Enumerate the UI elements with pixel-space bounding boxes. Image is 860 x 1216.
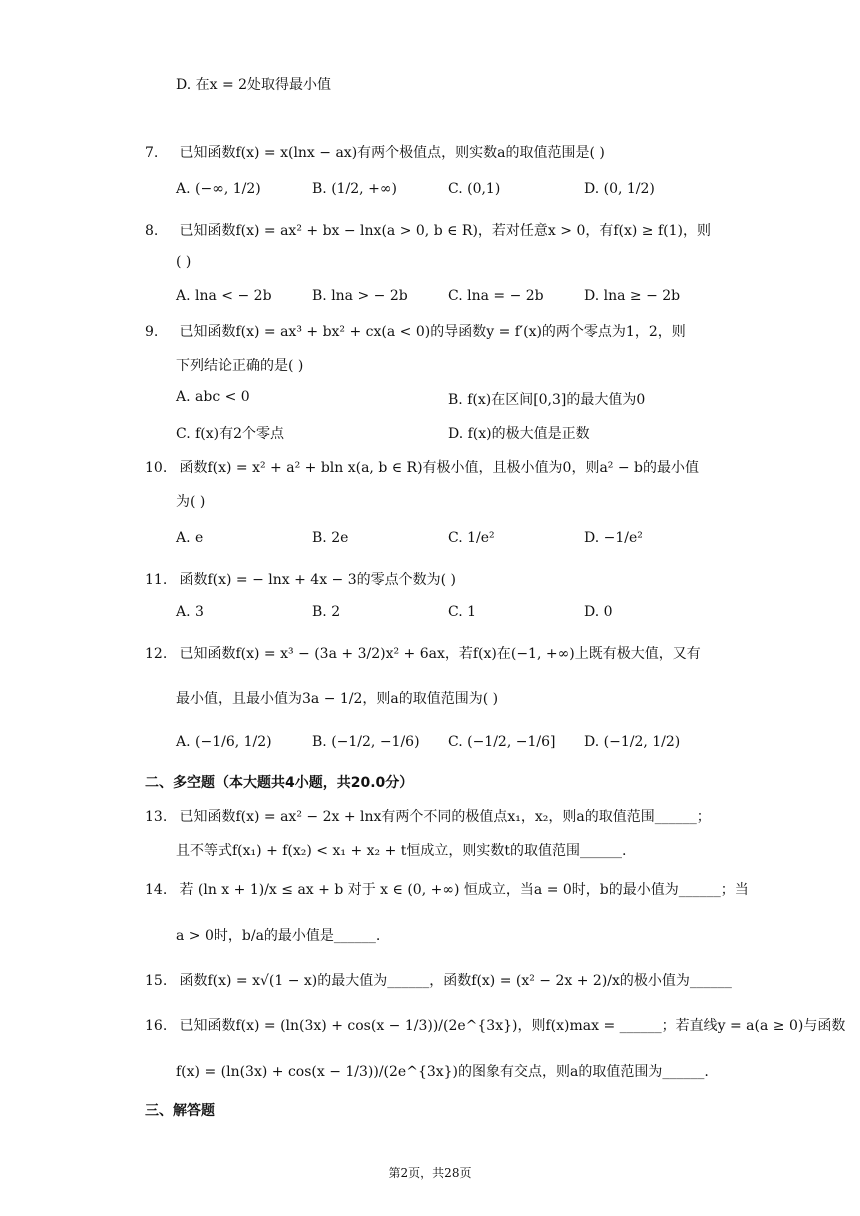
question-text-line2: ( ) [176, 254, 192, 270]
question-text: 函数f(x) = x² + a² + bln x(a, b ∈ R)有极小值，且极小值为0，则a² − b的最小值 [179, 460, 700, 476]
question-text: 已知函数f(x) = x³ − (3a + 3/2)x² + 6ax，若f(x)在(−1, +∞)上既有极大值，又有 [179, 646, 701, 662]
option-b: B. f(x)在区间[0,3]的最大值为0 [448, 392, 646, 408]
section-heading: 二、多空题（本大题共4小题，共20.0分） [145, 775, 414, 791]
question-text-line2: 最小值，且最小值为3a − 1/2，则a的取值范围为( ) [176, 691, 499, 707]
option-a: A. 3 [176, 604, 204, 620]
question-number: 7. [145, 145, 159, 161]
question-10 [145, 457, 699, 477]
question-number: 10. [145, 460, 168, 476]
question-7 [145, 142, 605, 162]
option-a: A. (−1/6, 1/2) [176, 734, 272, 750]
question-number: 16. [145, 1018, 168, 1034]
question-text: 已知函数f(x) = ax² − 2x + lnx有两个不同的极值点x₁，x₂，则a的取值范围______； [179, 809, 711, 825]
question-text: 已知函数f(x) = (ln(3x) + cos(x − 1/3))/(2e^{3x})，则f(x)max = ______；若直线y = a(a ≥ 0)与函数 [179, 1018, 846, 1034]
option-a: A. (−∞, 1/2) [176, 181, 261, 197]
option-c: C. (0,1) [448, 181, 501, 197]
question-14 [145, 879, 749, 899]
option-c: C. f(x)有2个零点 [176, 426, 285, 442]
option-b: B. 2 [312, 604, 341, 620]
question-number: 13. [145, 809, 168, 825]
option-b: B. (−1/2, −1/6) [312, 734, 420, 750]
question-text: 函数f(x) = − lnx + 4x − 3的零点个数为( ) [179, 572, 457, 588]
question-number: 9. [145, 324, 159, 340]
option-c: C. lna = − 2b [448, 288, 544, 304]
option-b: B. 2e [312, 530, 349, 546]
option-c: C. 1 [448, 604, 477, 620]
option-d: D. (−1/2, 1/2) [584, 734, 681, 750]
option-d: D. lna ≥ − 2b [584, 288, 681, 304]
question-13 [145, 806, 711, 826]
question-text: 函数f(x) = x√(1 − x)的最大值为______，函数f(x) = (x² − 2x + 2)/x的极小值为______ [179, 973, 732, 989]
question-number: 11. [145, 572, 168, 588]
question-text-line2: a > 0时，b/a的最小值是______. [176, 928, 381, 944]
page-footer: 第2页，共28页 [388, 1166, 472, 1180]
question-12 [145, 643, 701, 663]
question-11 [145, 569, 456, 589]
option-d: D. 0 [584, 604, 613, 620]
question-text: 已知函数f(x) = ax² + bx − lnx(a > 0, b ∈ R)，若对任意x > 0，有f(x) ≥ f(1)，则 [179, 223, 712, 239]
question-text: 若 (ln x + 1)/x ≤ ax + b 对于 x ∈ (0, +∞) 恒成立，当a = 0时，b的最小值为______；当 [179, 882, 749, 898]
option-d-prev: D. 在x = 2处取得最小值 [176, 77, 332, 93]
question-text-line2: 为( ) [176, 494, 206, 510]
question-text-line2: 且不等式f(x₁) + f(x₂) < x₁ + x₂ + t恒成立，则实数t的取值范围______. [176, 843, 627, 859]
question-text-line2: f(x) = (ln(3x) + cos(x − 1/3))/(2e^{3x})的图象有交点，则a的取值范围为______. [176, 1064, 709, 1080]
question-number: 15. [145, 973, 168, 989]
option-a: A. e [176, 530, 204, 546]
question-number: 14. [145, 882, 168, 898]
option-d: D. f(x)的极大值是正数 [448, 426, 590, 442]
question-15 [145, 970, 732, 990]
question-text-line2: 下列结论正确的是( ) [176, 358, 304, 374]
question-text: 已知函数f(x) = x(lnx − ax)有两个极值点，则实数a的取值范围是( ) [179, 145, 605, 161]
question-number: 12. [145, 646, 168, 662]
option-b: B. (1/2, +∞) [312, 181, 397, 197]
question-text: 已知函数f(x) = ax³ + bx² + cx(a < 0)的导函数y = f′(x)的两个零点为1，2，则 [179, 324, 686, 340]
option-a: A. lna < − 2b [176, 288, 272, 304]
question-number: 8. [145, 223, 159, 239]
option-d: D. (0, 1/2) [584, 181, 655, 197]
option-c: C. 1/e² [448, 530, 495, 546]
section-heading: 三、解答题 [145, 1103, 215, 1119]
option-b: B. lna > − 2b [312, 288, 408, 304]
option-d: D. −1/e² [584, 530, 643, 546]
question-9 [145, 321, 686, 341]
option-a: A. abc < 0 [176, 389, 250, 405]
question-8 [145, 220, 711, 240]
option-c: C. (−1/2, −1/6] [448, 734, 556, 750]
question-16 [145, 1015, 845, 1035]
